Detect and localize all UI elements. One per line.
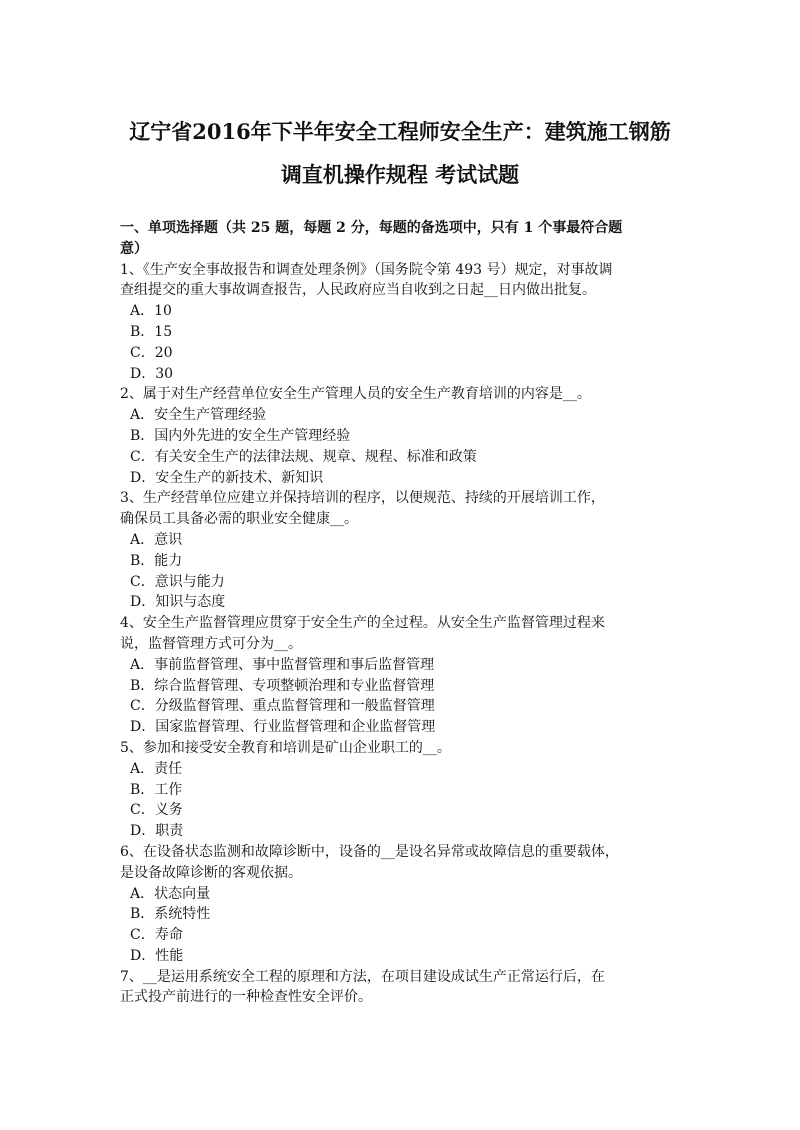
answer-option-d: D．30 xyxy=(130,365,174,382)
answer-option-a: A．事前监督管理、事中监督管理和事后监督管理 xyxy=(130,656,435,673)
answer-option-c: C．义务 xyxy=(130,802,183,819)
answer-option-b: B．能力 xyxy=(130,552,183,569)
answer-option-a: A．安全生产管理经验 xyxy=(130,407,267,424)
document-body xyxy=(120,218,690,1008)
section-heading-line-2: 意） xyxy=(120,240,148,257)
question-text-line: 6、在设备状态监测和故障诊断中，设备的__是设名异常或故障信息的重要载体， xyxy=(120,843,619,860)
question-7 xyxy=(120,967,690,1009)
question-text-line: 7、__是运用系统安全工程的原理和方法，在项目建设成试生产正常运行后，在 xyxy=(120,968,605,985)
answer-option-a: A．10 xyxy=(130,303,172,320)
answer-option-d: D．性能 xyxy=(130,947,184,964)
answer-option-a: A．意识 xyxy=(130,531,183,548)
answer-option-b: B．系统特性 xyxy=(130,906,211,923)
answer-option-c: C．分级监督管理、重点监督管理和一般监督管理 xyxy=(130,698,435,715)
answer-option-b: B．国内外先进的安全生产管理经验 xyxy=(130,427,351,444)
question-text-line: 1、《生产安全事故报告和调查处理条例》（国务院令第 493 号）规定，对事故调 xyxy=(120,261,613,278)
page-title-line-1: 辽宁省2016年下半年安全工程师安全生产：建筑施工钢筋 xyxy=(129,119,671,144)
question-text-line: 4、安全生产监督管理应贯穿于安全生产的全过程。从安全生产监督管理过程来 xyxy=(120,615,605,632)
question-text-line: 正式投产前进行的一种检查性安全评价。 xyxy=(120,989,372,1006)
answer-option-c: C．20 xyxy=(130,344,173,361)
question-2 xyxy=(120,384,690,488)
question-6 xyxy=(120,842,690,967)
answer-option-c: C．寿命 xyxy=(130,927,183,944)
question-text-line: 3、生产经营单位应建立并保持培训的程序，以便规范、持续的开展培训工作， xyxy=(120,490,605,507)
question-text-line: 5、参加和接受安全教育和培训是矿山企业职工的__。 xyxy=(120,739,451,756)
answer-option-b: B．15 xyxy=(130,323,173,340)
question-5 xyxy=(120,738,690,842)
question-text-line: 说，监督管理方式可分为__。 xyxy=(120,635,302,652)
question-text-line: 2、属于对生产经营单位安全生产管理人员的安全生产教育培训的内容是__。 xyxy=(120,386,591,403)
answer-option-b: B．工作 xyxy=(130,781,183,798)
answer-option-d: D．安全生产的新技术、新知识 xyxy=(130,469,324,486)
question-text-line: 确保员工具备必需的职业安全健康__。 xyxy=(120,511,358,528)
answer-option-d: D．知识与态度 xyxy=(130,594,226,611)
answer-option-a: A．责任 xyxy=(130,760,183,777)
answer-option-d: D．职责 xyxy=(130,823,184,840)
question-4 xyxy=(120,613,690,738)
answer-option-c: C．有关安全生产的法律法规、规章、规程、标准和政策 xyxy=(130,448,477,465)
question-text-line: 查组提交的重大事故调查报告，人民政府应当自收到之日起__日内做出批复。 xyxy=(120,282,596,299)
page-title-line-2: 调直机操作规程 考试试题 xyxy=(280,162,520,187)
answer-option-a: A．状态向量 xyxy=(130,885,211,902)
question-1 xyxy=(120,260,690,385)
question-text-line: 是设备故障诊断的客观依据。 xyxy=(120,864,302,881)
answer-option-c: C．意识与能力 xyxy=(130,573,225,590)
answer-option-d: D．国家监督管理、行业监督管理和企业监督管理 xyxy=(130,719,436,736)
question-3 xyxy=(120,488,690,613)
answer-option-b: B．综合监督管理、专项整顿治理和专业监督管理 xyxy=(130,677,435,694)
section-heading-line-1: 一、单项选择题（共 25 题，每题 2 分，每题的备选项中，只有 1 个事最符合题 xyxy=(120,220,623,236)
